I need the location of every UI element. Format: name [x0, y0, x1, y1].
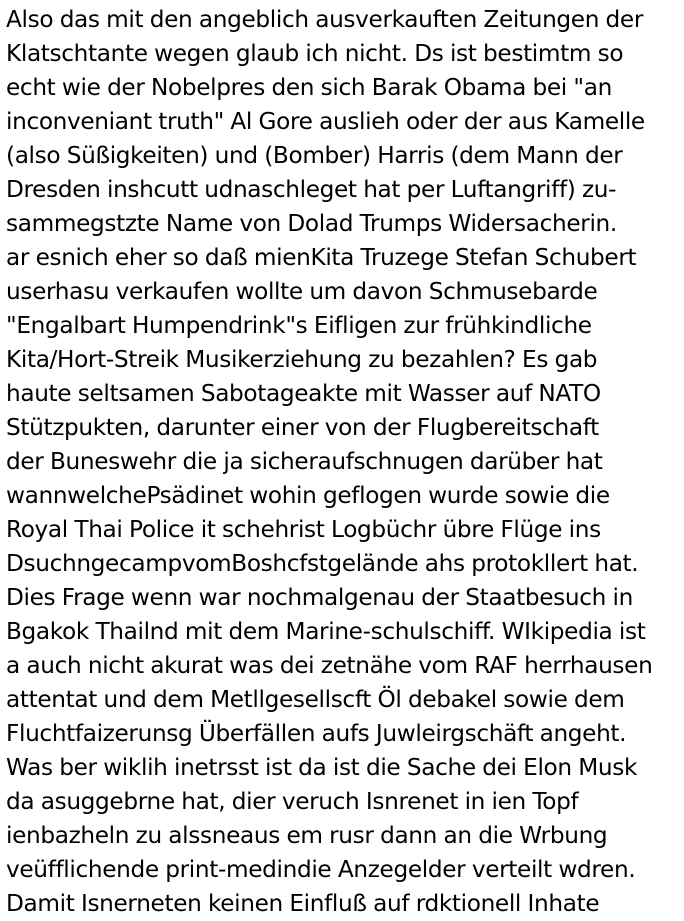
text-line: Stützpukten, darunter einer von der Flugbereitschaft	[6, 414, 599, 441]
text-line: userhasu verkaufen wollte um davon Schmusebarde	[6, 278, 598, 305]
text-line: der Buneswehr die ja sicheraufschnugen darüber hat	[6, 448, 603, 475]
text-line: Kita/Hort-Streik Musikerziehung zu bezahlen? Es gab	[6, 346, 598, 373]
text-line: Bgakok Thailnd mit dem Marine-schulschiff. WIkipedia ist	[6, 618, 646, 645]
text-line: Royal Thai Police it schehrist Logbüchr übre Flüge ins	[6, 516, 601, 543]
text-line: Klatschtante wegen glaub ich nicht. Ds ist bestimtm so	[6, 40, 624, 67]
text-line: Fluchtfaizerunsg Überfällen aufs Juwleirgschäft angeht.	[6, 720, 627, 747]
text-line: ar esnich eher so daß mienKita Truzege Stefan Schubert	[6, 244, 637, 271]
text-line: attentat und dem Metllgesellscft Öl debakel sowie dem	[6, 686, 625, 713]
text-line: Also das mit den angeblich ausverkauften Zeitungen der	[6, 6, 644, 33]
text-line: wannwelchePsädinet wohin geflogen wurde sowie die	[6, 482, 610, 509]
text-line: Damit Isnerneten keinen Einfluß auf rdktionell Inhate	[6, 890, 600, 917]
text-line: Was ber wiklih inetrsst ist da ist die Sache dei Elon Musk	[6, 754, 638, 781]
document-body	[6, 3, 682, 921]
text-line: ienbazheln zu alssneaus em rusr dann an die Wrbung	[6, 822, 608, 849]
text-line: sammegstzte Name von Dolad Trumps Widersacherin.	[6, 210, 617, 237]
text-line: veüfflichende print-medindie Anzegelder verteilt wdren.	[6, 856, 636, 883]
text-line: Dresden inshcutt udnaschleget hat per Luftangriff) zu-	[6, 176, 617, 203]
text-line: haute seltsamen Sabotageakte mit Wasser auf NATO	[6, 380, 601, 407]
text-line: inconveniant truth" Al Gore auslieh oder der aus Kamelle	[6, 108, 645, 135]
text-line: (also Süßigkeiten) und (Bomber) Harris (dem Mann der	[6, 142, 623, 169]
text-line: DsuchngecampvomBoshcfstgelände ahs protokllert hat.	[6, 550, 639, 577]
text-line: a auch nicht akurat was dei zetnähe vom RAF herrhausen	[6, 652, 653, 679]
text-line: echt wie der Nobelpres den sich Barak Obama bei "an	[6, 74, 612, 101]
text-line: da asuggebrne hat, dier veruch Isnrenet in ien Topf	[6, 788, 579, 815]
text-line: "Engalbart Humpendrink"s Eifligen zur frühkindliche	[6, 312, 592, 339]
text-line: Dies Frage wenn war nochmalgenau der Staatbesuch in	[6, 584, 633, 611]
